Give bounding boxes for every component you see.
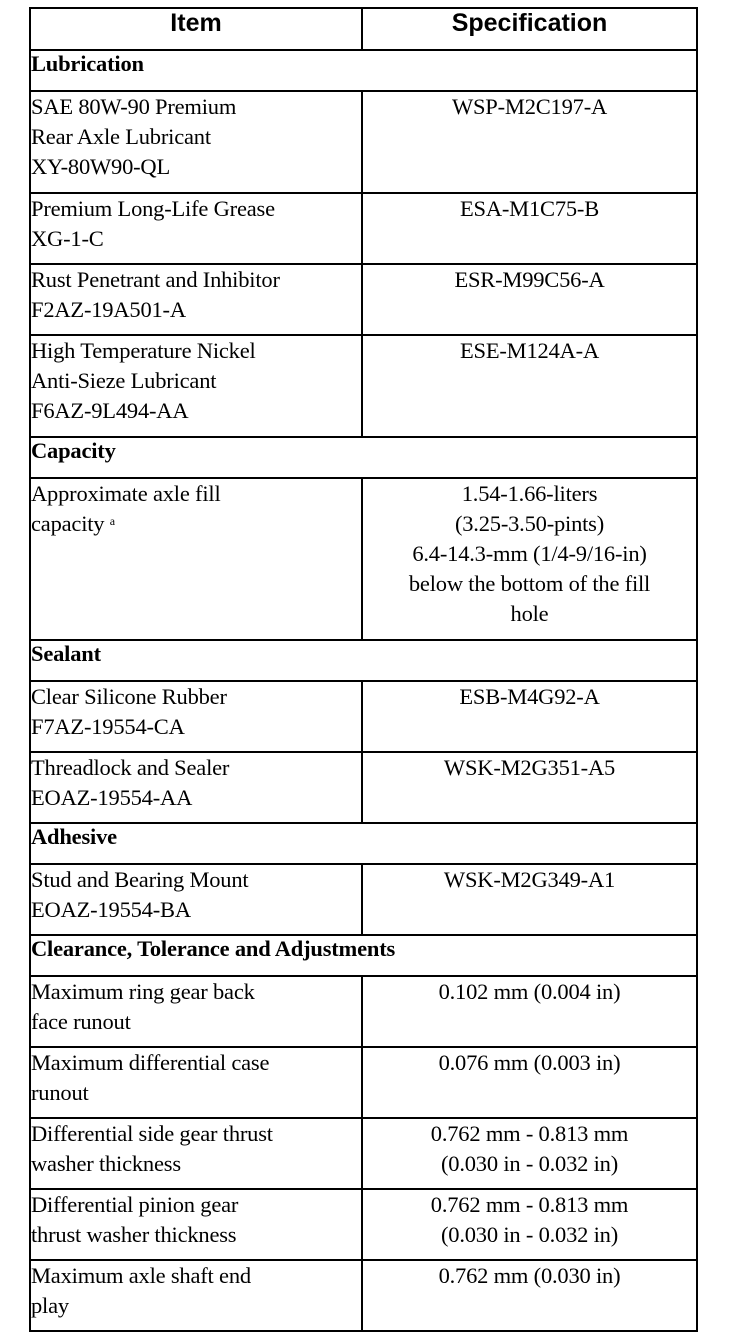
spec-line: ESE-M124A-A <box>459 338 600 363</box>
item-cell <box>30 478 362 640</box>
section-title: Adhesive <box>30 823 697 864</box>
item-line: Rear Axle Lubricant <box>31 124 211 149</box>
section-row-capacity <box>30 437 697 478</box>
item-line: Maximum differential case <box>31 1050 270 1075</box>
spec-line: 0.762 mm (0.030 in) <box>438 1263 621 1288</box>
item-line: runout <box>31 1080 89 1105</box>
specification-cell <box>362 193 697 264</box>
item-line: SAE 80W-90 Premium <box>31 94 237 119</box>
section-title: Sealant <box>30 640 697 681</box>
table-row <box>30 976 697 1047</box>
item-cell <box>30 1260 362 1331</box>
table-row <box>30 1260 697 1331</box>
item-cell <box>30 1047 362 1118</box>
item-line <box>31 509 361 539</box>
section-title: Lubrication <box>30 50 697 91</box>
section-row-lubrication <box>30 50 697 91</box>
column-header-item: Item <box>30 8 362 50</box>
specification-cell <box>362 1189 697 1260</box>
spec-line: below the bottom of the fill <box>408 571 651 596</box>
spec-line: ESR-M99C56-A <box>454 267 605 292</box>
spec-line: 0.102 mm (0.004 in) <box>438 979 621 1004</box>
specification-cell <box>362 1118 697 1189</box>
item-line: High Temperature Nickel <box>31 338 256 363</box>
spec-line: WSK-M2G351-A5 <box>443 755 616 780</box>
section-row-clearance <box>30 935 697 976</box>
item-line: Maximum axle shaft end <box>31 1263 251 1288</box>
item-line: play <box>31 1293 69 1318</box>
item-line: F7AZ-19554-CA <box>31 714 185 739</box>
item-cell <box>30 681 362 752</box>
specification-cell <box>362 752 697 823</box>
item-cell <box>30 335 362 437</box>
column-header-specification: Specification <box>362 8 697 50</box>
table-row <box>30 1118 697 1189</box>
item-cell <box>30 91 362 193</box>
specification-cell <box>362 864 697 935</box>
spec-line: 0.076 mm (0.003 in) <box>438 1050 621 1075</box>
table-row <box>30 864 697 935</box>
specification-table <box>29 7 698 1332</box>
table-row <box>30 752 697 823</box>
item-line: Maximum ring gear back <box>31 979 255 1004</box>
item-line: F6AZ-9L494-AA <box>31 398 189 423</box>
item-line: EOAZ-19554-BA <box>31 897 191 922</box>
specification-cell <box>362 264 697 335</box>
item-line: Anti-Sieze Lubricant <box>31 368 217 393</box>
item-text: capacity <box>31 511 105 536</box>
item-cell <box>30 752 362 823</box>
table-row <box>30 91 697 193</box>
item-line: F2AZ-19A501-A <box>31 297 186 322</box>
table-row <box>30 1189 697 1260</box>
spec-line: WSK-M2G349-A1 <box>443 867 616 892</box>
spec-line: WSP-M2C197-A <box>451 94 608 119</box>
spec-line: 6.4-14.3-mm (1/4-9/16-in) <box>412 541 647 566</box>
spec-line: ESA-M1C75-B <box>459 196 600 221</box>
spec-line: 1.54-1.66-liters <box>461 481 598 506</box>
table-row <box>30 681 697 752</box>
spec-line: ESB-M4G92-A <box>459 684 600 709</box>
section-row-sealant <box>30 640 697 681</box>
specification-cell <box>362 335 697 437</box>
item-line: Clear Silicone Rubber <box>31 684 227 709</box>
table-row <box>30 1047 697 1118</box>
spec-line: (0.030 in - 0.032 in) <box>440 1222 619 1247</box>
specification-cell <box>362 1047 697 1118</box>
specification-cell <box>362 976 697 1047</box>
footnote-marker: a <box>109 514 115 528</box>
item-line: Premium Long-Life Grease <box>31 196 275 221</box>
table-body <box>30 50 697 1331</box>
table-row <box>30 478 697 640</box>
section-title: Capacity <box>30 437 697 478</box>
item-line: Approximate axle fill <box>31 481 221 506</box>
item-line: thrust washer thickness <box>31 1222 237 1247</box>
table-row <box>30 335 697 437</box>
spec-line: 0.762 mm - 0.813 mm <box>430 1192 629 1217</box>
item-line: washer thickness <box>31 1151 181 1176</box>
spec-line: hole <box>510 601 549 626</box>
item-cell <box>30 193 362 264</box>
specification-cell <box>362 478 697 640</box>
item-line: Rust Penetrant and Inhibitor <box>31 267 280 292</box>
header-row <box>30 8 697 50</box>
item-line: Stud and Bearing Mount <box>31 867 249 892</box>
item-cell <box>30 1118 362 1189</box>
item-line: XG-1-C <box>31 226 104 251</box>
item-line: Differential side gear thrust <box>31 1121 273 1146</box>
item-cell <box>30 1189 362 1260</box>
item-line: face runout <box>31 1009 131 1034</box>
item-line: XY-80W90-QL <box>31 154 171 179</box>
spec-line: 0.762 mm - 0.813 mm <box>430 1121 629 1146</box>
item-cell <box>30 864 362 935</box>
specification-cell <box>362 681 697 752</box>
table-row <box>30 193 697 264</box>
specification-cell <box>362 1260 697 1331</box>
item-line: Differential pinion gear <box>31 1192 239 1217</box>
item-line: EOAZ-19554-AA <box>31 785 193 810</box>
item-cell <box>30 264 362 335</box>
section-row-adhesive <box>30 823 697 864</box>
spec-line: (0.030 in - 0.032 in) <box>440 1151 619 1176</box>
specification-cell <box>362 91 697 193</box>
table-row <box>30 264 697 335</box>
spec-line: (3.25-3.50-pints) <box>454 511 605 536</box>
section-title: Clearance, Tolerance and Adjustments <box>30 935 697 976</box>
item-cell <box>30 976 362 1047</box>
item-line: Threadlock and Sealer <box>31 755 230 780</box>
